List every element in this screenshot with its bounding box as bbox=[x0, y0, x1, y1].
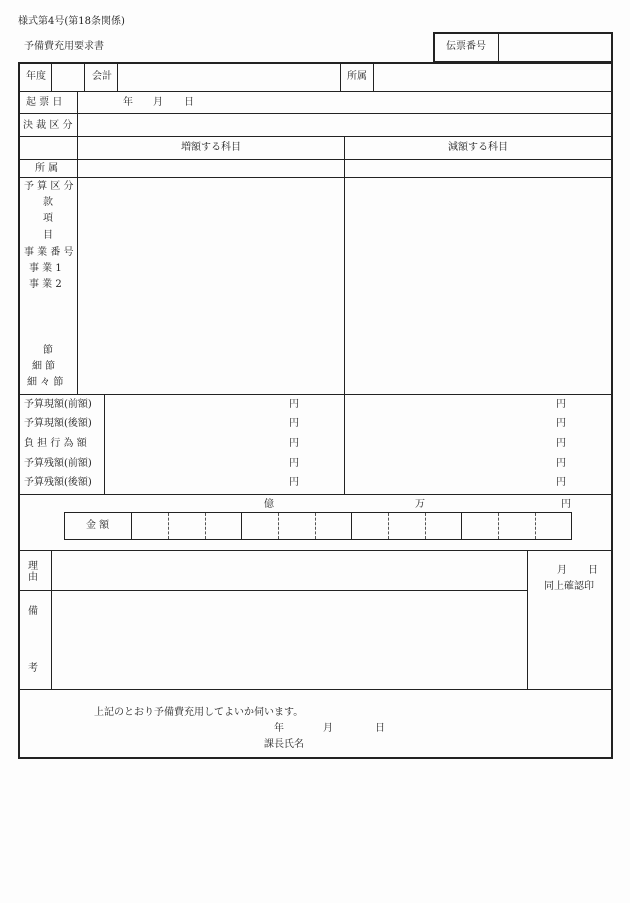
amount-row-label: 予算残額(前額) bbox=[24, 458, 92, 469]
confirm-month: 月 bbox=[557, 565, 567, 576]
yen-unit: 円 bbox=[556, 458, 566, 469]
account-label: 会計 bbox=[92, 71, 112, 82]
amount-oku-unit: 億 bbox=[264, 499, 274, 510]
decrease-header: 減額する科目 bbox=[448, 142, 508, 153]
department-label: 所属 bbox=[347, 71, 367, 82]
amount-yen-unit: 円 bbox=[561, 499, 571, 510]
budget-item-label: 項 bbox=[43, 213, 53, 224]
footer-day: 日 bbox=[375, 723, 385, 734]
manager-name-label: 課長氏名 bbox=[264, 739, 304, 750]
issue-date-day: 日 bbox=[184, 97, 194, 108]
yen-unit: 円 bbox=[289, 477, 299, 488]
yen-unit: 円 bbox=[289, 438, 299, 449]
remarks-field[interactable] bbox=[52, 591, 527, 689]
budget-item-label: 細 節 bbox=[32, 361, 56, 372]
budget-item-label: 款 bbox=[43, 197, 53, 208]
account-field[interactable] bbox=[118, 63, 340, 91]
request-statement: 上記のとおり予備費充用してよいか伺います。 bbox=[94, 707, 304, 718]
fiscal-year-field[interactable] bbox=[52, 63, 84, 91]
increase-header: 増額する科目 bbox=[181, 142, 241, 153]
yen-unit: 円 bbox=[289, 399, 299, 410]
amount-row-label: 負 担 行 為 額 bbox=[24, 438, 87, 449]
form-id: 様式第4号(第18条関係) bbox=[18, 16, 125, 27]
yen-unit: 円 bbox=[556, 418, 566, 429]
remarks-label-2: 考 bbox=[28, 663, 38, 674]
amount-man-unit: 万 bbox=[415, 499, 425, 510]
budget-item-label: 事 業 番 号 bbox=[24, 247, 74, 258]
budget-item-label: 細 々 節 bbox=[27, 377, 64, 388]
yen-unit: 円 bbox=[289, 458, 299, 469]
yen-unit: 円 bbox=[556, 477, 566, 488]
slip-number-label: 伝票番号 bbox=[446, 41, 486, 52]
remarks-label-1: 備 bbox=[28, 606, 38, 617]
department-field[interactable] bbox=[374, 63, 611, 91]
yen-unit: 円 bbox=[556, 399, 566, 410]
budget-item-label: 予 算 区 分 bbox=[24, 181, 74, 192]
amount-row-label: 予算現額(前額) bbox=[24, 399, 92, 410]
amount-digit-fields[interactable] bbox=[132, 513, 571, 539]
amount-label: 金 額 bbox=[86, 520, 110, 531]
issue-date-year: 年 bbox=[123, 97, 133, 108]
approval-category-field[interactable] bbox=[78, 114, 611, 136]
footer-year: 年 bbox=[274, 723, 284, 734]
amount-row-label: 予算残額(後額) bbox=[24, 477, 92, 488]
approval-category-label: 決 裁 区 分 bbox=[23, 120, 73, 131]
budget-item-label: 事 業 1 bbox=[29, 263, 62, 274]
affiliation-label: 所 属 bbox=[35, 163, 59, 174]
budget-item-label: 節 bbox=[43, 345, 53, 356]
confirm-seal-label: 同上確認印 bbox=[544, 581, 594, 592]
reason-label: 理 由 bbox=[28, 561, 38, 583]
form-title: 予備費充用要求書 bbox=[24, 41, 104, 52]
yen-unit: 円 bbox=[556, 438, 566, 449]
issue-date-label: 起 票 日 bbox=[26, 97, 63, 108]
amount-row-label: 予算現額(後額) bbox=[24, 418, 92, 429]
issue-date-month: 月 bbox=[153, 97, 163, 108]
footer-month: 月 bbox=[323, 723, 333, 734]
yen-unit: 円 bbox=[289, 418, 299, 429]
confirm-day: 日 bbox=[588, 565, 598, 576]
budget-item-label: 事 業 2 bbox=[29, 279, 62, 290]
budget-item-label: 目 bbox=[43, 230, 53, 241]
fiscal-year-label: 年度 bbox=[26, 71, 46, 82]
slip-number-field[interactable] bbox=[500, 34, 610, 61]
reason-field[interactable] bbox=[52, 551, 527, 590]
